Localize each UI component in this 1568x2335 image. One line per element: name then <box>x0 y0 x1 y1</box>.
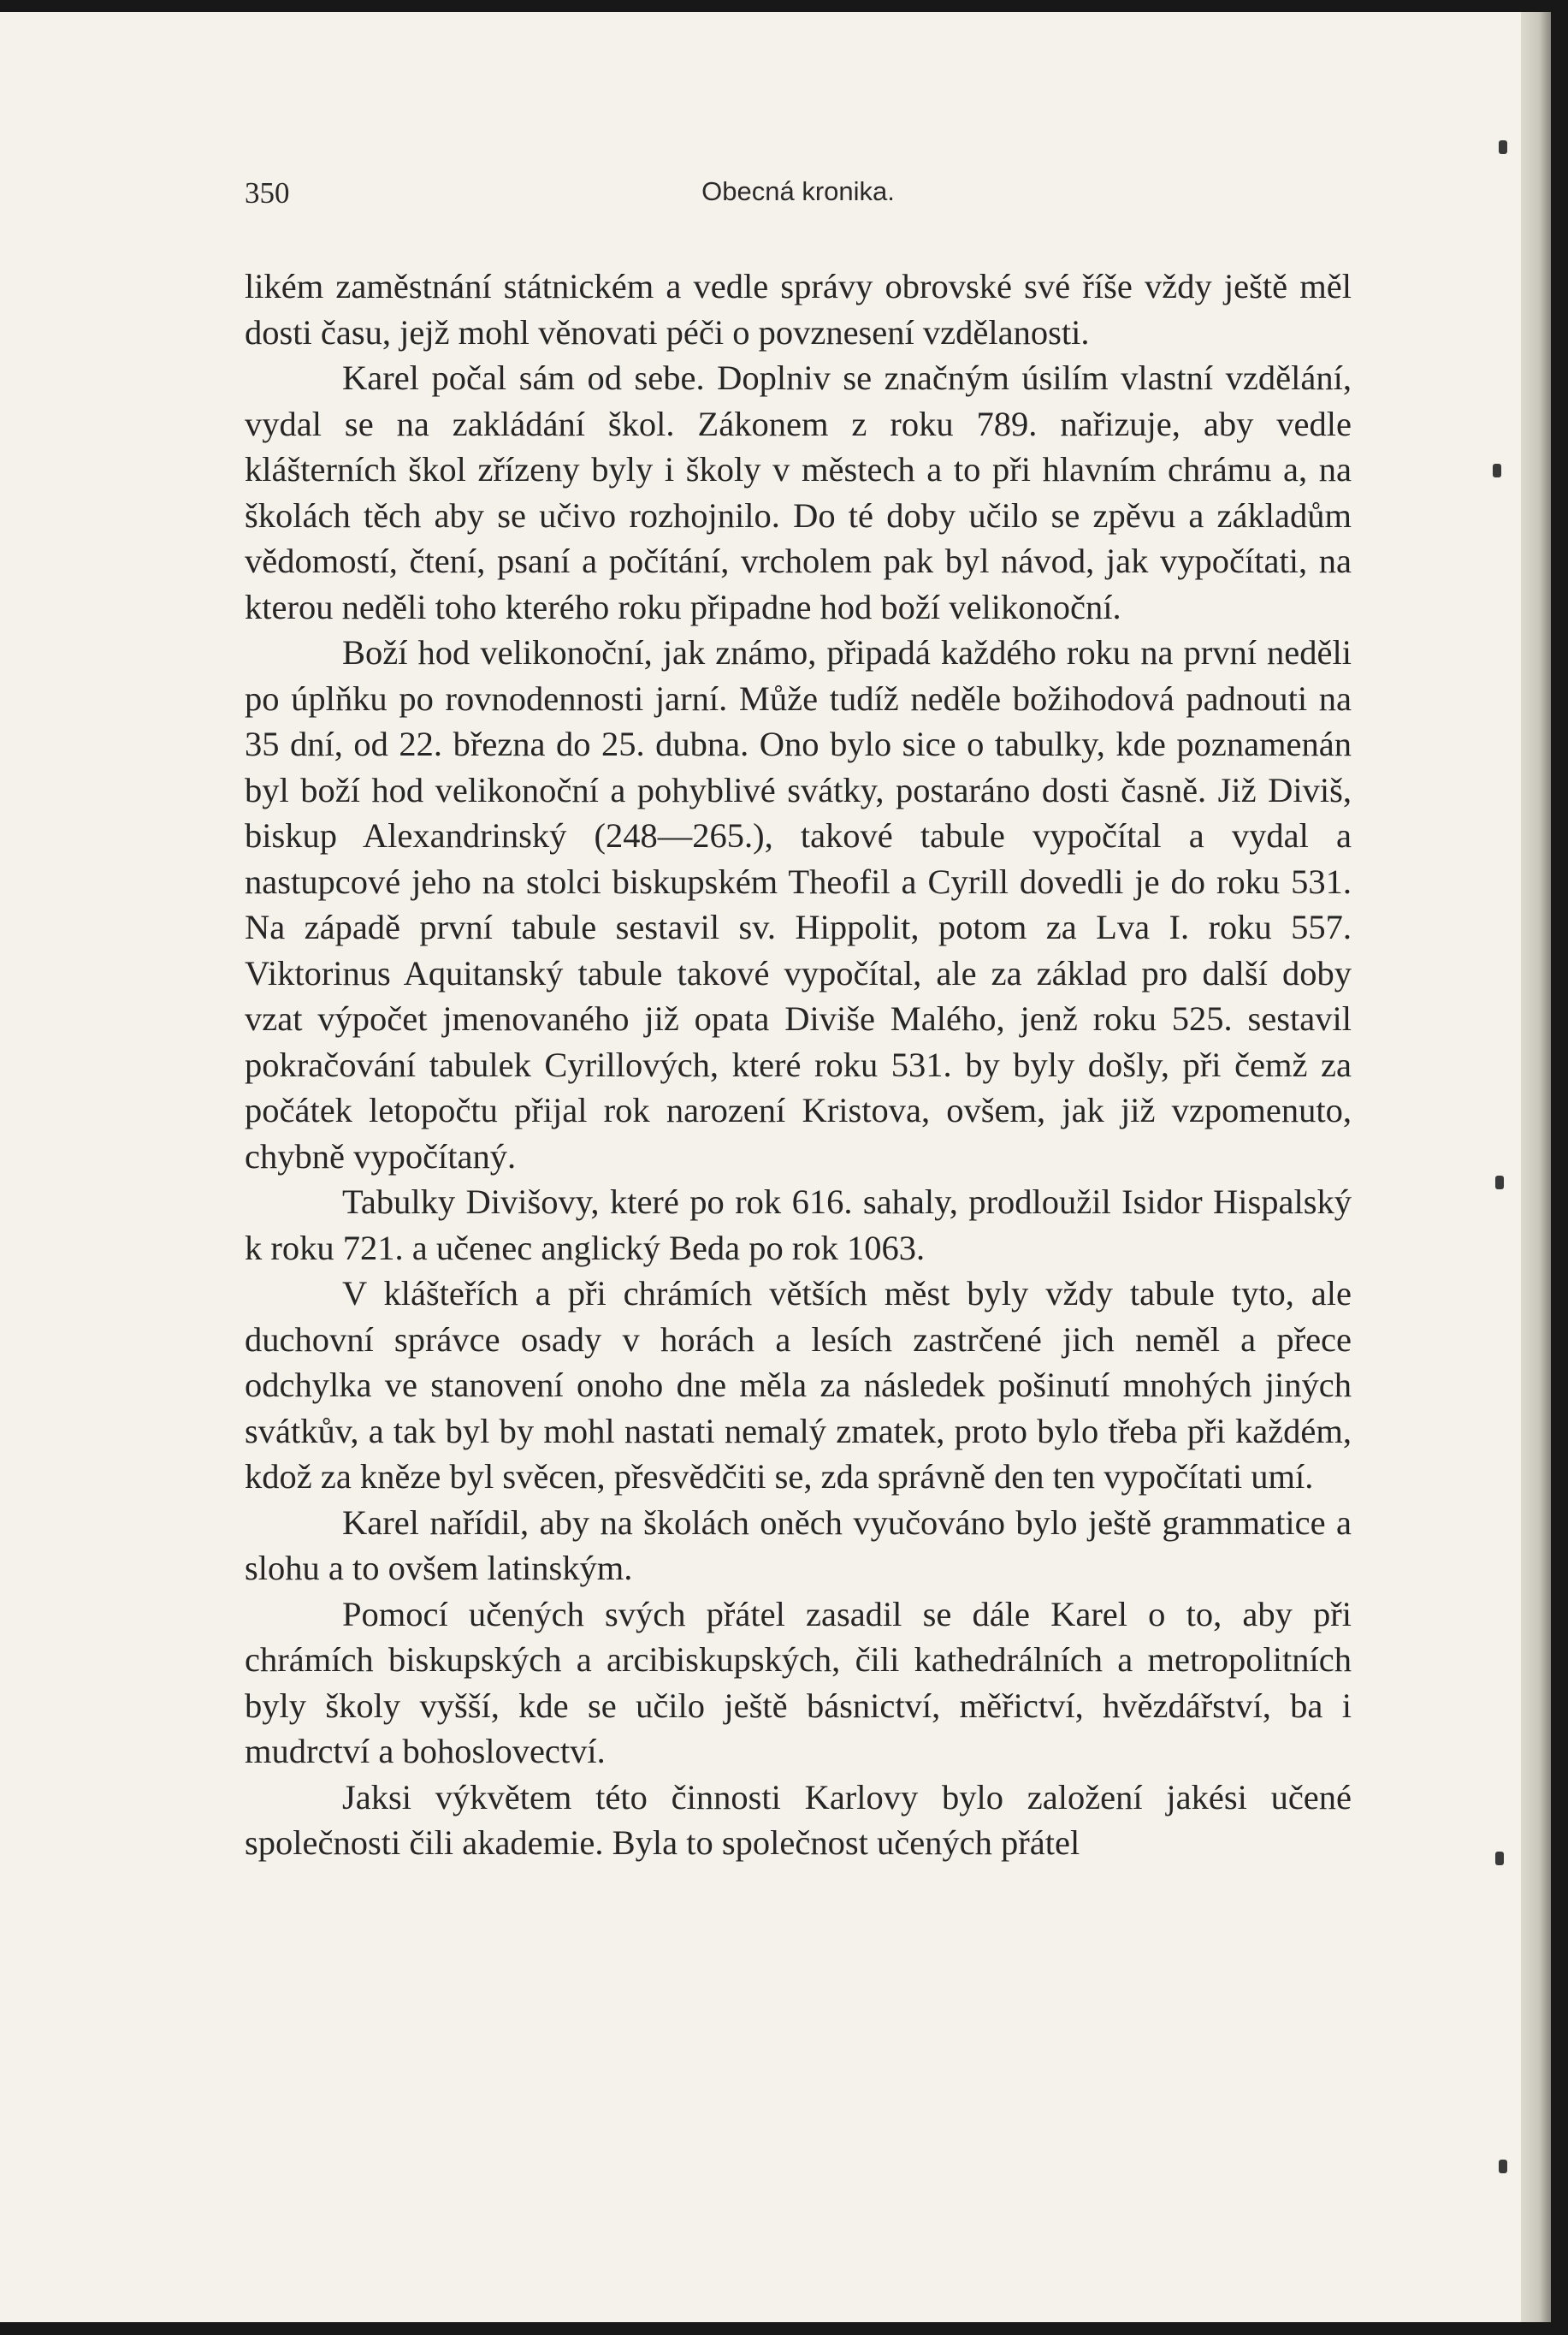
paragraph-8: Jaksi výkvětem této činnosti Karlovy bylo založení jakési učené společnosti čili akademie. Byla to společnost učených přátel <box>245 1777 1352 1862</box>
paragraph-6: Karel nařídil, aby na školách oněch vyučováno bylo ještě grammatice a slohu a to ovšem latinským. <box>245 1502 1352 1587</box>
margin-mark-1 <box>1499 140 1507 154</box>
paragraph-2: Karel počal sám od sebe. Doplniv se značným úsilím vlastní vzdělání, vydal se na zakládání škol. Zákonem z roku 789. nařizuje, aby vedle klášterních škol zřízeny byly i školy v městech a to při hlavním chrámu a, na školách těch aby se učivo rozhojnilo. Do té doby učilo se zpěvu a základům vědomostí, čtení, psaní a počítání, vrcholem pak byl návod, jak vypočítati, na kterou neděli toho kterého roku připadne hod boží velikonoční. <box>245 359 1352 626</box>
paragraph-1: likém zaměstnání státnickém a vedle správy obrovské své říše vždy ještě měl dosti času, jejž mohl věnovati péči o povznesení vzdělanosti. <box>245 267 1352 352</box>
paragraph-7: Pomocí učených svých přátel zasadil se dále Karel o to, aby při chrámích biskupských a arcibiskupských, čili kathedrálních a metropolitních byly školy vyšší, kde se učilo ještě básnictví, měřictví, hvězdářství, ba i mudrctví a bohoslovectví. <box>245 1594 1352 1770</box>
margin-mark-2 <box>1493 464 1501 477</box>
running-title: Obecná kronika. <box>701 176 895 206</box>
book-page <box>0 12 1521 2322</box>
paragraph-3: Boží hod velikonoční, jak známo, připadá každého roku na první neděli po úplňku po rovnodennosti jarní. Může tudíž neděle božihodová padnouti na 35 dní, od 22. března do 25. dubna. Ono bylo sice o tabulky, kde poznamenán byl boží hod velikonoční a pohyblivé svátky, postaráno dosti časně. Již Diviš, biskup Alexandrinský (248—265.), takové tabule vypočítal a vydal a nastupcové jeho na stolci biskupském Theofil a Cyrill dovedli je do roku 531. Na západě první tabule sestavil sv. Hippolit, potom za Lva I. roku 557. Viktorinus Aquitanský tabule takové vypočítal, ale za základ pro další doby vzat výpočet jmenovaného již opata Diviše Malého, jenž roku 525. sestavil pokračování tabulek Cyrillových, které roku 531. by byly došly, při čemž za počátek letopočtu přijal rok narození Kristova, ovšem, jak již vzpomenuto, chybně vypočítaný. <box>245 633 1352 1176</box>
paragraph-4: Tabulky Divišovy, které po rok 616. sahaly, prodloužil Isidor Hispalský k roku 721. a učenec anglický Beda po rok 1063. <box>245 1182 1352 1267</box>
page-header <box>245 176 1352 219</box>
margin-mark-3 <box>1495 1176 1504 1189</box>
margin-mark-4 <box>1495 1852 1504 1865</box>
paragraph-5: V klášteřích a při chrámích větších měst byly vždy tabule tyto, ale duchovní správce osady v horách a lesích zastrčené jich neměl a přece odchylka ve stanovení onoho dne měla za následek pošinutí mnohých jiných svátkův, a tak byl by mohl nastati nemalý zmatek, proto bylo třeba při každém, kdož za kněze byl svěcen, přesvědčiti se, zda správně den ten vypočítati umí. <box>245 1274 1352 1496</box>
page-edge <box>1521 12 1551 2322</box>
body-text <box>245 264 1352 1866</box>
margin-mark-5 <box>1499 2160 1507 2173</box>
page-number: 350 <box>245 176 290 210</box>
